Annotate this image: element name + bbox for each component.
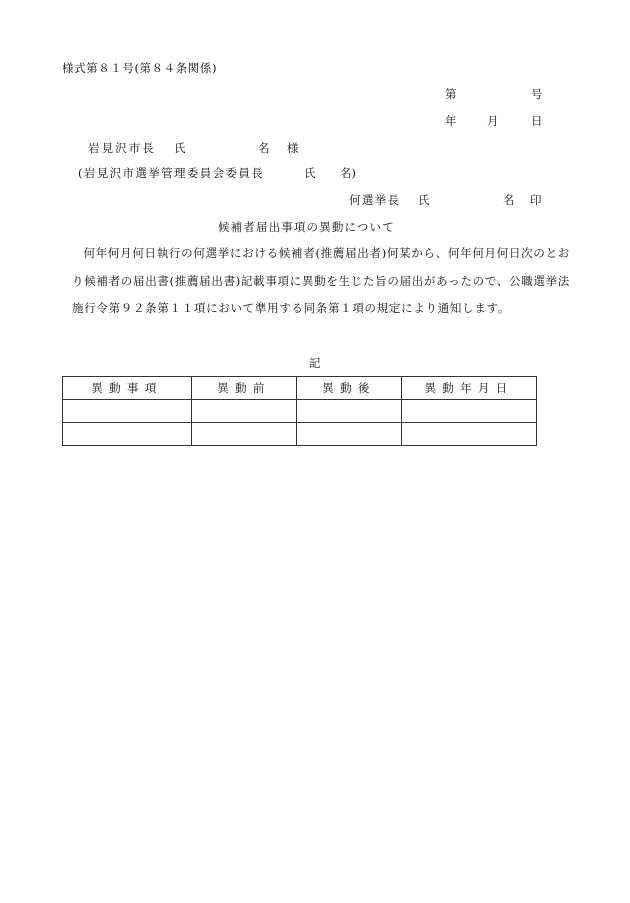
ki-heading: 記 <box>309 356 321 370</box>
table-header-row <box>63 377 537 400</box>
addressee-sama: 様 <box>287 141 299 155</box>
table-cell[interactable] <box>402 423 537 446</box>
addressee-title: 岩見沢市長 <box>88 141 156 155</box>
addressee-shi: 氏 <box>174 141 186 155</box>
table-row <box>63 400 537 423</box>
header-after-change: 異動後 <box>297 377 402 400</box>
sender-seal: 印 <box>530 193 542 207</box>
doc-number-go: 号 <box>531 87 543 101</box>
date-year: 年 <box>445 114 457 128</box>
addressee-alternate-shi: 氏 <box>304 166 316 180</box>
date-day: 日 <box>531 114 543 128</box>
table-row <box>63 423 537 446</box>
sender-title: 何選挙長 <box>349 193 401 207</box>
change-table <box>62 376 537 446</box>
addressee-alternate: (岩見沢市選挙管理委員会委員長 <box>78 166 265 180</box>
table-cell[interactable] <box>297 423 402 446</box>
doc-number-dai: 第 <box>445 87 457 101</box>
document-title: 候補者届出事項の異動について <box>218 220 395 234</box>
header-change-item: 異動事項 <box>63 377 192 400</box>
date-month: 月 <box>487 114 499 128</box>
table-cell[interactable] <box>402 400 537 423</box>
table-cell[interactable] <box>192 423 297 446</box>
addressee-alternate-mei: 名) <box>340 166 356 180</box>
header-change-date: 異動年月日 <box>402 377 537 400</box>
table-cell[interactable] <box>63 400 192 423</box>
table-cell[interactable] <box>297 400 402 423</box>
header-before-change: 異動前 <box>192 377 297 400</box>
table-cell[interactable] <box>192 400 297 423</box>
form-number: 様式第８１号(第８４条関係) <box>62 61 218 75</box>
addressee-mei: 名 <box>258 141 270 155</box>
sender-mei: 名 <box>503 193 515 207</box>
sender-shi: 氏 <box>418 193 430 207</box>
body-text: 何年何月何日執行の何選挙における候補者(推薦届出者)何某から、何年何月何日次のとおり候補者の届出書(推薦届出書)記載事項に異動を生じた旨の届出があったので、公職選挙法施行令第９２条第１１項において準用する同条第１項の規定により通知します。 <box>72 246 570 315</box>
table-cell[interactable] <box>63 423 192 446</box>
